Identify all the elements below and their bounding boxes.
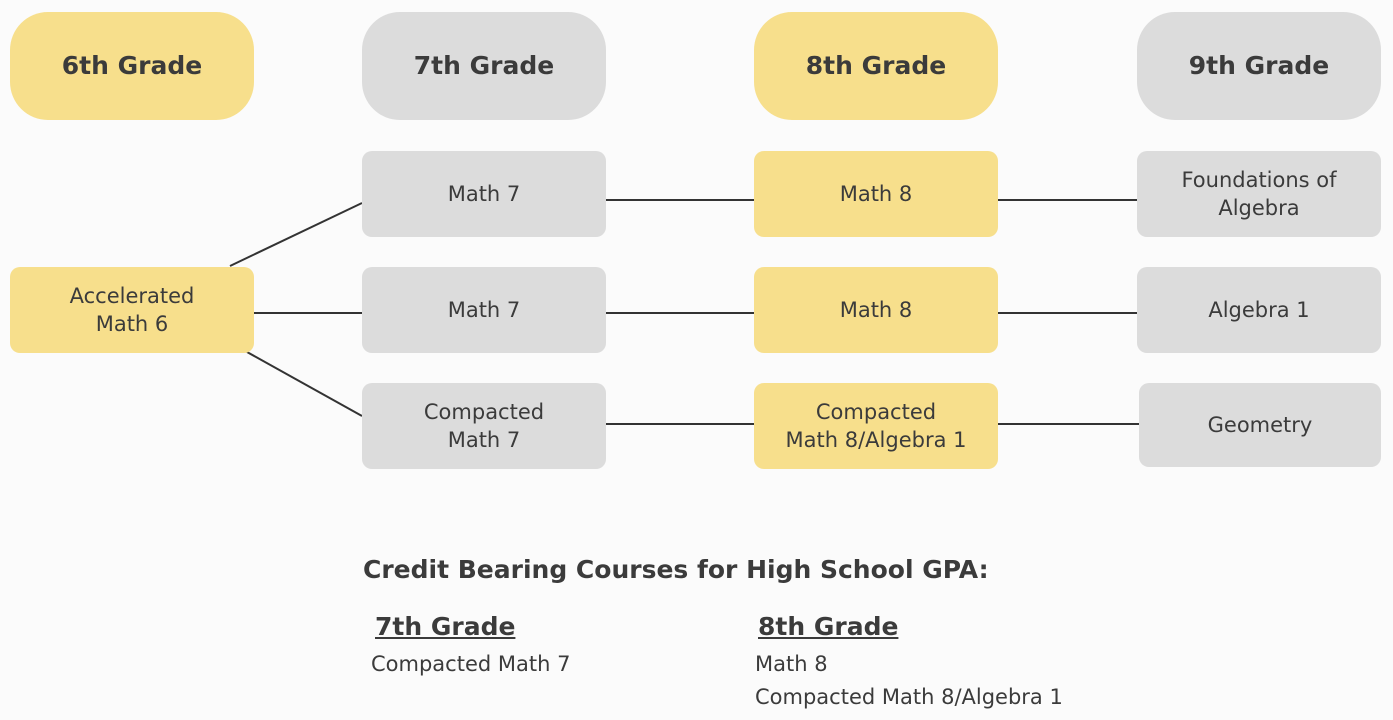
credit-7th-grade-item: Compacted Math 7 xyxy=(371,652,571,676)
header-6th-grade: 6th Grade xyxy=(10,12,254,120)
course-row3-grade7: Compacted Math 7 xyxy=(362,383,606,469)
course-row2-grade9: Algebra 1 xyxy=(1137,267,1381,353)
header-7th-grade: 7th Grade xyxy=(362,12,606,120)
course-row1-grade7: Math 7 xyxy=(362,151,606,237)
credit-7th-grade-title: 7th Grade xyxy=(375,612,516,641)
course-row3-grade9: Geometry xyxy=(1139,383,1381,467)
course-row2-grade8: Math 8 xyxy=(754,267,998,353)
connector-6-to-7-bottom xyxy=(247,352,362,416)
header-9th-grade: 9th Grade xyxy=(1137,12,1381,120)
credit-8th-grade-item: Compacted Math 8/Algebra 1 xyxy=(755,685,1063,709)
credit-8th-grade-item: Math 8 xyxy=(755,652,828,676)
credit-8th-grade-title: 8th Grade xyxy=(758,612,899,641)
credit-section-title: Credit Bearing Courses for High School GPA: xyxy=(363,555,989,584)
course-row1-grade9: Foundations of Algebra xyxy=(1137,151,1381,237)
course-row3-grade8: Compacted Math 8/Algebra 1 xyxy=(754,383,998,469)
course-accelerated-math-6: Accelerated Math 6 xyxy=(10,267,254,353)
header-8th-grade: 8th Grade xyxy=(754,12,998,120)
connector-6-to-7-top xyxy=(230,203,362,266)
course-row1-grade8: Math 8 xyxy=(754,151,998,237)
course-row2-grade7: Math 7 xyxy=(362,267,606,353)
